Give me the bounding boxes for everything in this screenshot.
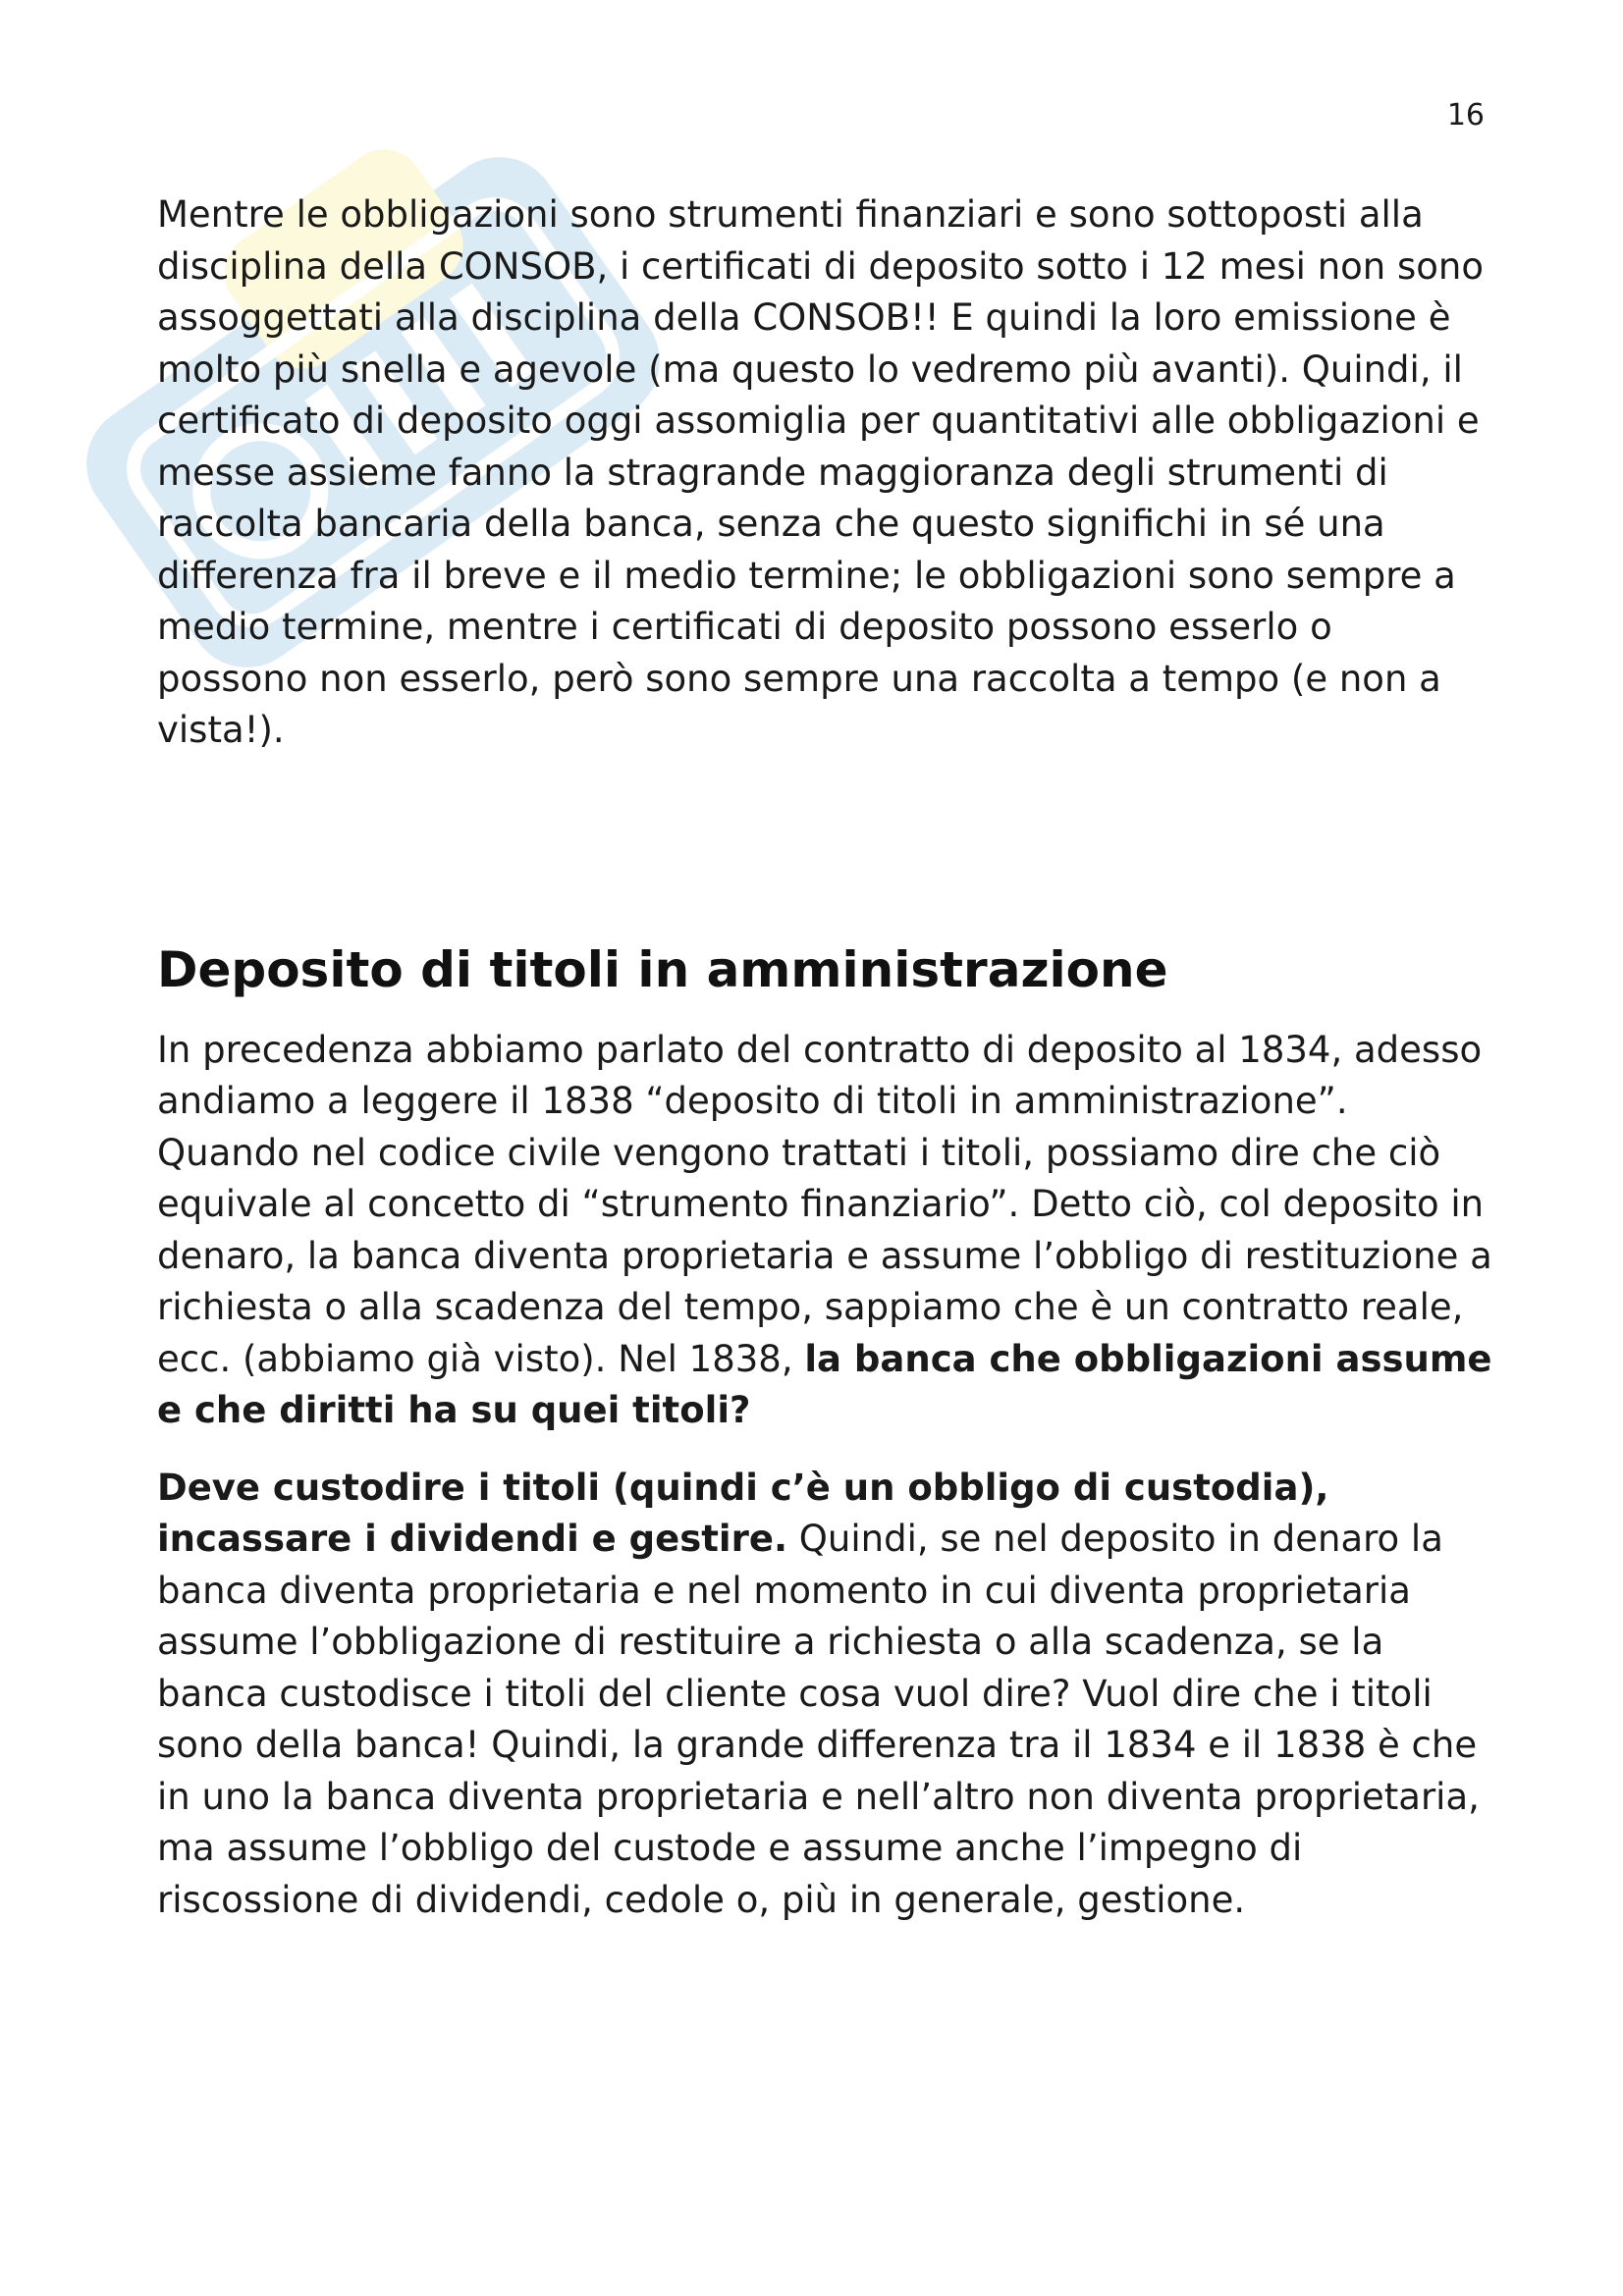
page-content — [157, 189, 1492, 1926]
section-paragraph-2-bold: Deve custodire i titoli (quindi c’è un obbligo di custodia), incassare i dividendi e gestire. — [157, 1466, 1329, 1560]
section-paragraph-1-bold: la banca che obbligazioni assume e che diritti ha su quei titoli? — [157, 1337, 1492, 1431]
section-paragraph-2 — [157, 1463, 1492, 1927]
section-paragraph-2-text: Quindi, se nel deposito in denaro la banca diventa proprietaria e nel momento in cui diventa proprietaria assume l’obbligazione di restituire a richiesta o alla scadenza, se la banca custodisce i titoli del cliente cosa vuol dire? Vuol dire che i titoli sono della banca! Quindi, la grande differenza tra il 1834 e il 1838 è che in uno la banca diventa proprietaria e nell’altro non diventa proprietaria, ma assume l’obbligo del custode e assume anche l’impegno di riscossione di dividendi, cedole o, più in generale, gestione. — [157, 1518, 1480, 1921]
intro-paragraph: Mentre le obbligazioni sono strumenti finanziari e sono sottoposti alla disciplina della CONSOB, i certificati di deposito sotto i 12 mesi non sono assoggettati alla disciplina della CONSOB!! E quindi la loro emissione è molto più snella e agevole (ma questo lo vedremo più avanti). Quindi, il certificato di deposito oggi assomiglia per quantitativi alle obbligazioni e messe assieme fanno la stragrande maggioranza degli strumenti di raccolta bancaria della banca, senza che questo significhi in sé una differenza fra il breve e il medio termine; le obbligazioni sono sempre a medio termine, mentre i certificati di deposito possono esserlo o possono non esserlo, però sono sempre una raccolta a tempo (e non a vista!). — [157, 193, 1485, 751]
page-number: 16 — [1446, 98, 1485, 133]
section-paragraph-1-text: In precedenza abbiamo parlato del contratto di deposito al 1834, adesso andiamo a leggere il 1838 “deposito di titoli in amministrazione”. Quando nel codice civile vengono trattati i titoli, possiamo dire che ciò equivale al concetto di “strumento finanziario”. Detto ciò, col deposito in denaro, la banca diventa proprietaria e assume l’obbligo di restituzione a richiesta o alla scadenza del tempo, sappiamo che è un contratto reale, ecc. (abbiamo già visto). Nel 1838, — [157, 1028, 1492, 1380]
section-paragraph-1 — [157, 1025, 1492, 1437]
section-title: Deposito di titoli in amministrazione — [157, 940, 1168, 998]
